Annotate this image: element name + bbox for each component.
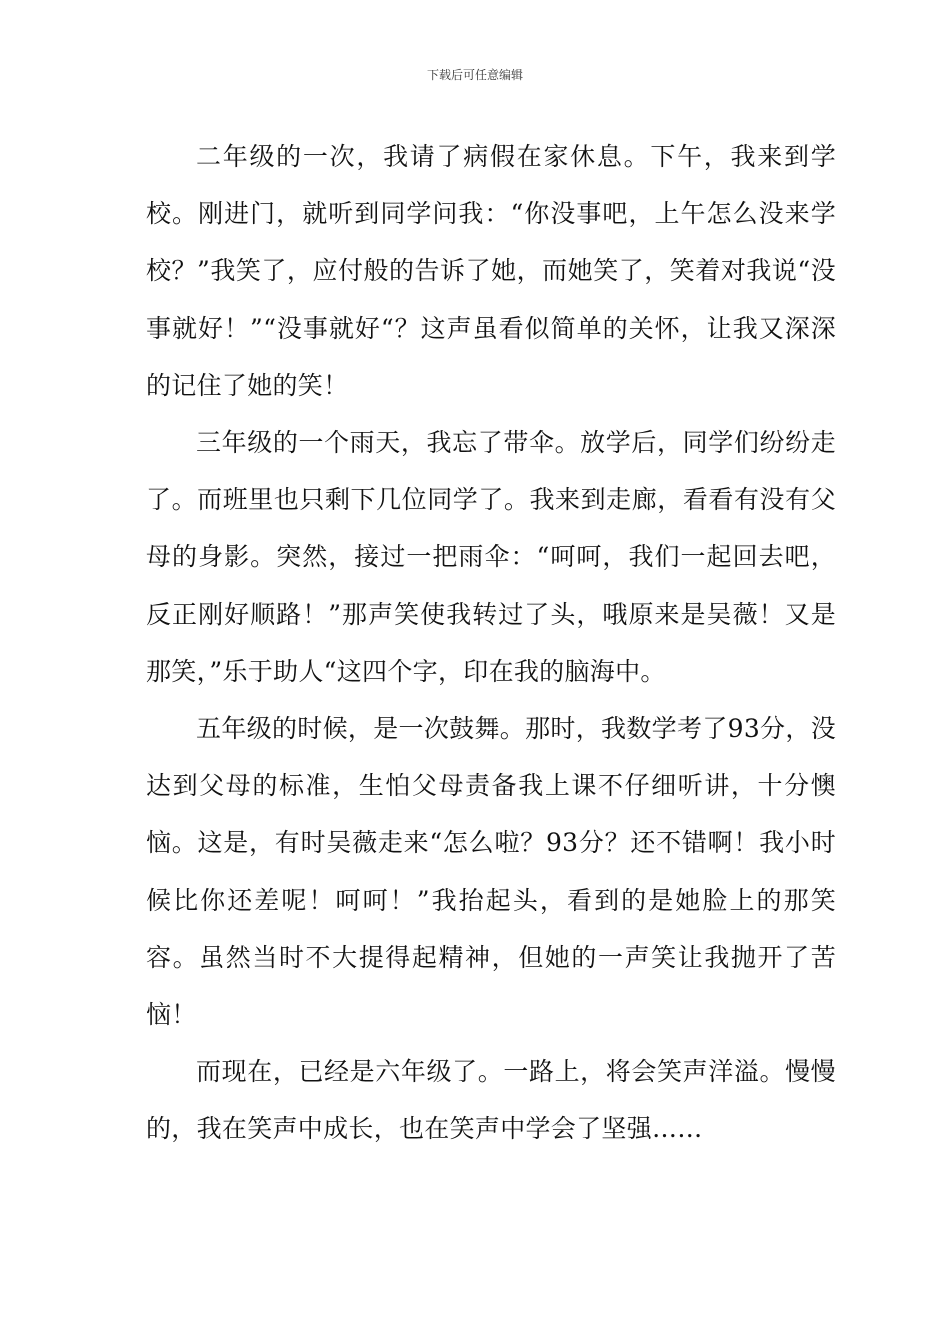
paragraph-grade-six: 而现在，已经是六年级了。一路上，将会笑声洋溢。慢慢的，我在笑声中成长，也在笑声中学会了坚强…… (146, 1057, 836, 1144)
paragraph-grade-five: 五年级的时候，是一次鼓舞。那时，我数学考了93分，没达到父母的标准，生怕父母责备我上课不仔细听讲，十分懊恼。这是，有时吴薇走来“怎么啦？93分？还不错啊！我小时候比你还差呢！呵呵！”我抬起头，看到的是她脸上的那笑容。虽然当时不大提得起精神，但她的一声笑让我抛开了苦恼！ (146, 714, 836, 1030)
document-body (146, 128, 836, 1158)
page-header: 下载后可任意编辑 (426, 68, 523, 82)
paragraph-grade-three: 三年级的一个雨天，我忘了带伞。放学后，同学们纷纷走了。而班里也只剩下几位同学了。我来到走廊，看看有没有父母的身影。突然，接过一把雨伞：“呵呵，我们一起回去吧，反正刚好顺路！”那声笑使我转过了头，哦原来是吴薇！又是那笑，”乐于助人“这四个字，印在我的脑海中。 (146, 428, 836, 686)
paragraph-grade-two: 二年级的一次，我请了病假在家休息。下午，我来到学校。刚进门，就听到同学问我：“你没事吧，上午怎么没来学校？”我笑了，应付般的告诉了她，而她笑了，笑着对我说“没事就好！”“没事就好“？这声虽看似简单的关怀，让我又深深的记住了她的笑！ (146, 142, 836, 400)
